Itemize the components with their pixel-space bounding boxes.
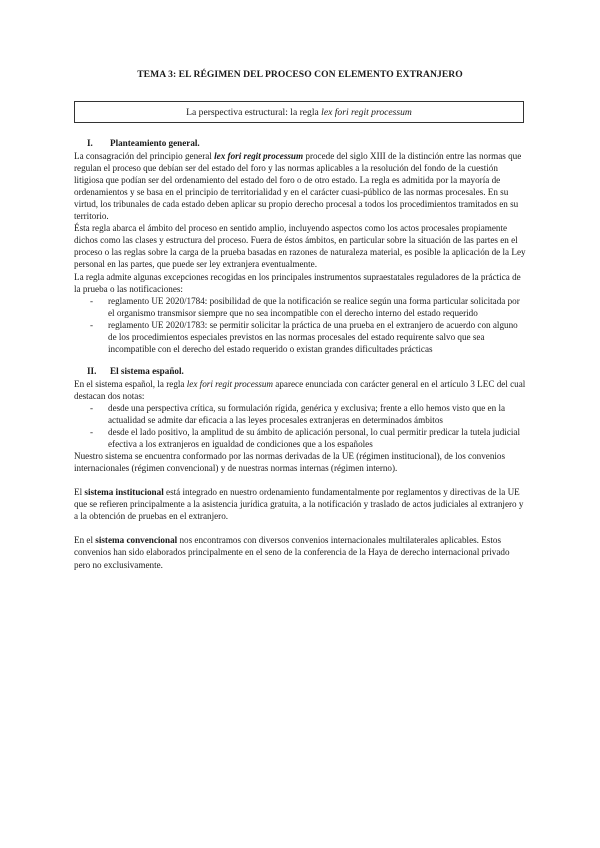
subtitle-italic: lex fori regit processum <box>321 106 412 118</box>
paragraph: En el sistema español, la regla lex fori regit processum aparece enunciada con carácter general en el artículo 3 LEC del cual destacan dos notas: <box>74 378 526 401</box>
subtitle-text: La perspectiva estructural: la regla lex fori regit processum <box>186 106 412 118</box>
section-number: I. <box>87 138 93 148</box>
emphasis-term: lex fori regit processum <box>186 378 274 389</box>
emphasis-term: lex fori regit processum <box>214 151 304 162</box>
list-item: - desde el lado positivo, la amplitud de su ámbito de aplicación personal, lo cual permitir predicar la tutela judicial efectiva a los extranjeros en igualdad de condiciones que a los españoles <box>90 427 521 450</box>
list-item: - desde una perspectiva crítica, su formulación rígida, genérica y exclusiva; frente a ello hemos visto que en la actualidad se admite dar eficacia a las leyes procesales extranjeras en determinados ámbitos <box>90 402 506 426</box>
section-heading <box>74 137 526 149</box>
list-marker: - <box>90 427 94 438</box>
bold-term: sistema convencional <box>95 535 178 546</box>
exceptions-list <box>74 295 526 355</box>
subtitle-box <box>74 101 524 123</box>
list-marker: - <box>90 402 94 413</box>
document-body <box>74 137 526 571</box>
section-number: II. <box>87 365 97 376</box>
section-heading <box>74 365 526 377</box>
section-title: Planteamiento general. <box>110 138 200 148</box>
list-item: - reglamento UE 2020/1784: posibilidad de que la notificación se realice según una forma particular solicitada por el organismo transmisor siempre que no sea incompatible con el derecho interno del estado requerido <box>90 295 520 318</box>
paragraph: En el sistema convencional nos encontramos con diversos convenios internacionales multilaterales aplicables. Estos convenios han sido elaborados principalmente en el seno de la conferencia de la Haya de derecho internacional privado pero no exclusivamente. <box>74 535 510 570</box>
notes-list <box>74 402 526 450</box>
paragraph: La consagración del principio general lex fori regit processum procede del siglo XIII de la distinción entre las normas que regulan el proceso que debían ser del estado del foro y las normas aplicables a la resolución del fondo de la cuestión litigiosa que podían ser del ordenamiento del estado del foro o de otro estado. La regla es admitida por la mayoría de ordenamientos y se basa en el principio de territorialidad y en el carácter cuasi-público de las normas procesales. En su virtud, los tribunales de cada estado deben aplicar su propio derecho procesal a todos los procedimientos tramitados en su territorio. <box>74 151 522 222</box>
list-item: - reglamento UE 2020/1783: se permitir solicitar la práctica de una prueba en el extranjero de acuerdo con alguno de los procedimientos especiales previstos en las normas procesales del estado requirente salvo que sea incompatible con el derecho del estado requerido o existan grandes dificultades prácticas <box>90 319 518 354</box>
paragraph: Nuestro sistema se encuentra conformado por las normas derivadas de la UE (régimen institucional), de los convenios internacionales (régimen convencional) y de nuestras normas internas (régimen interno). <box>74 451 506 474</box>
list-marker: - <box>90 295 94 306</box>
list-marker: - <box>90 319 94 330</box>
paragraph: Ésta regla abarca el ámbito del proceso en sentido amplio, incluyendo aspectos como los actos procesales propiamente dichos como las clases y estructura del proceso. Fuera de éstos ámbitos, en particular sobre la situación de las partes en el proceso o las reglas sobre la carga de la prueba basadas en razones de naturaleza material, es posible la aplicación de la Ley personal en las partes, que puede ser ley extranjera eventualmente. <box>74 223 526 270</box>
bold-term: sistema institucional <box>84 487 164 498</box>
section-title: El sistema español. <box>110 365 184 376</box>
paragraph: El sistema institucional está integrado en nuestro ordenamiento fundamentalmente por reglamentos y directivas de la UE que se refieren principalmente a la asistencia jurídica gratuita, a la notificación y traslado de actos judiciales al extranjero y a la obtención de pruebas en el extranjero. <box>74 487 524 522</box>
document-title: TEMA 3: EL RÉGIMEN DEL PROCESO CON ELEMENTO EXTRANJERO <box>137 69 463 80</box>
paragraph: La regla admite algunas excepciones recogidas en los principales instrumentos supraestatales reguladores de la práctica de la prueba o las notificaciones: <box>74 271 521 294</box>
